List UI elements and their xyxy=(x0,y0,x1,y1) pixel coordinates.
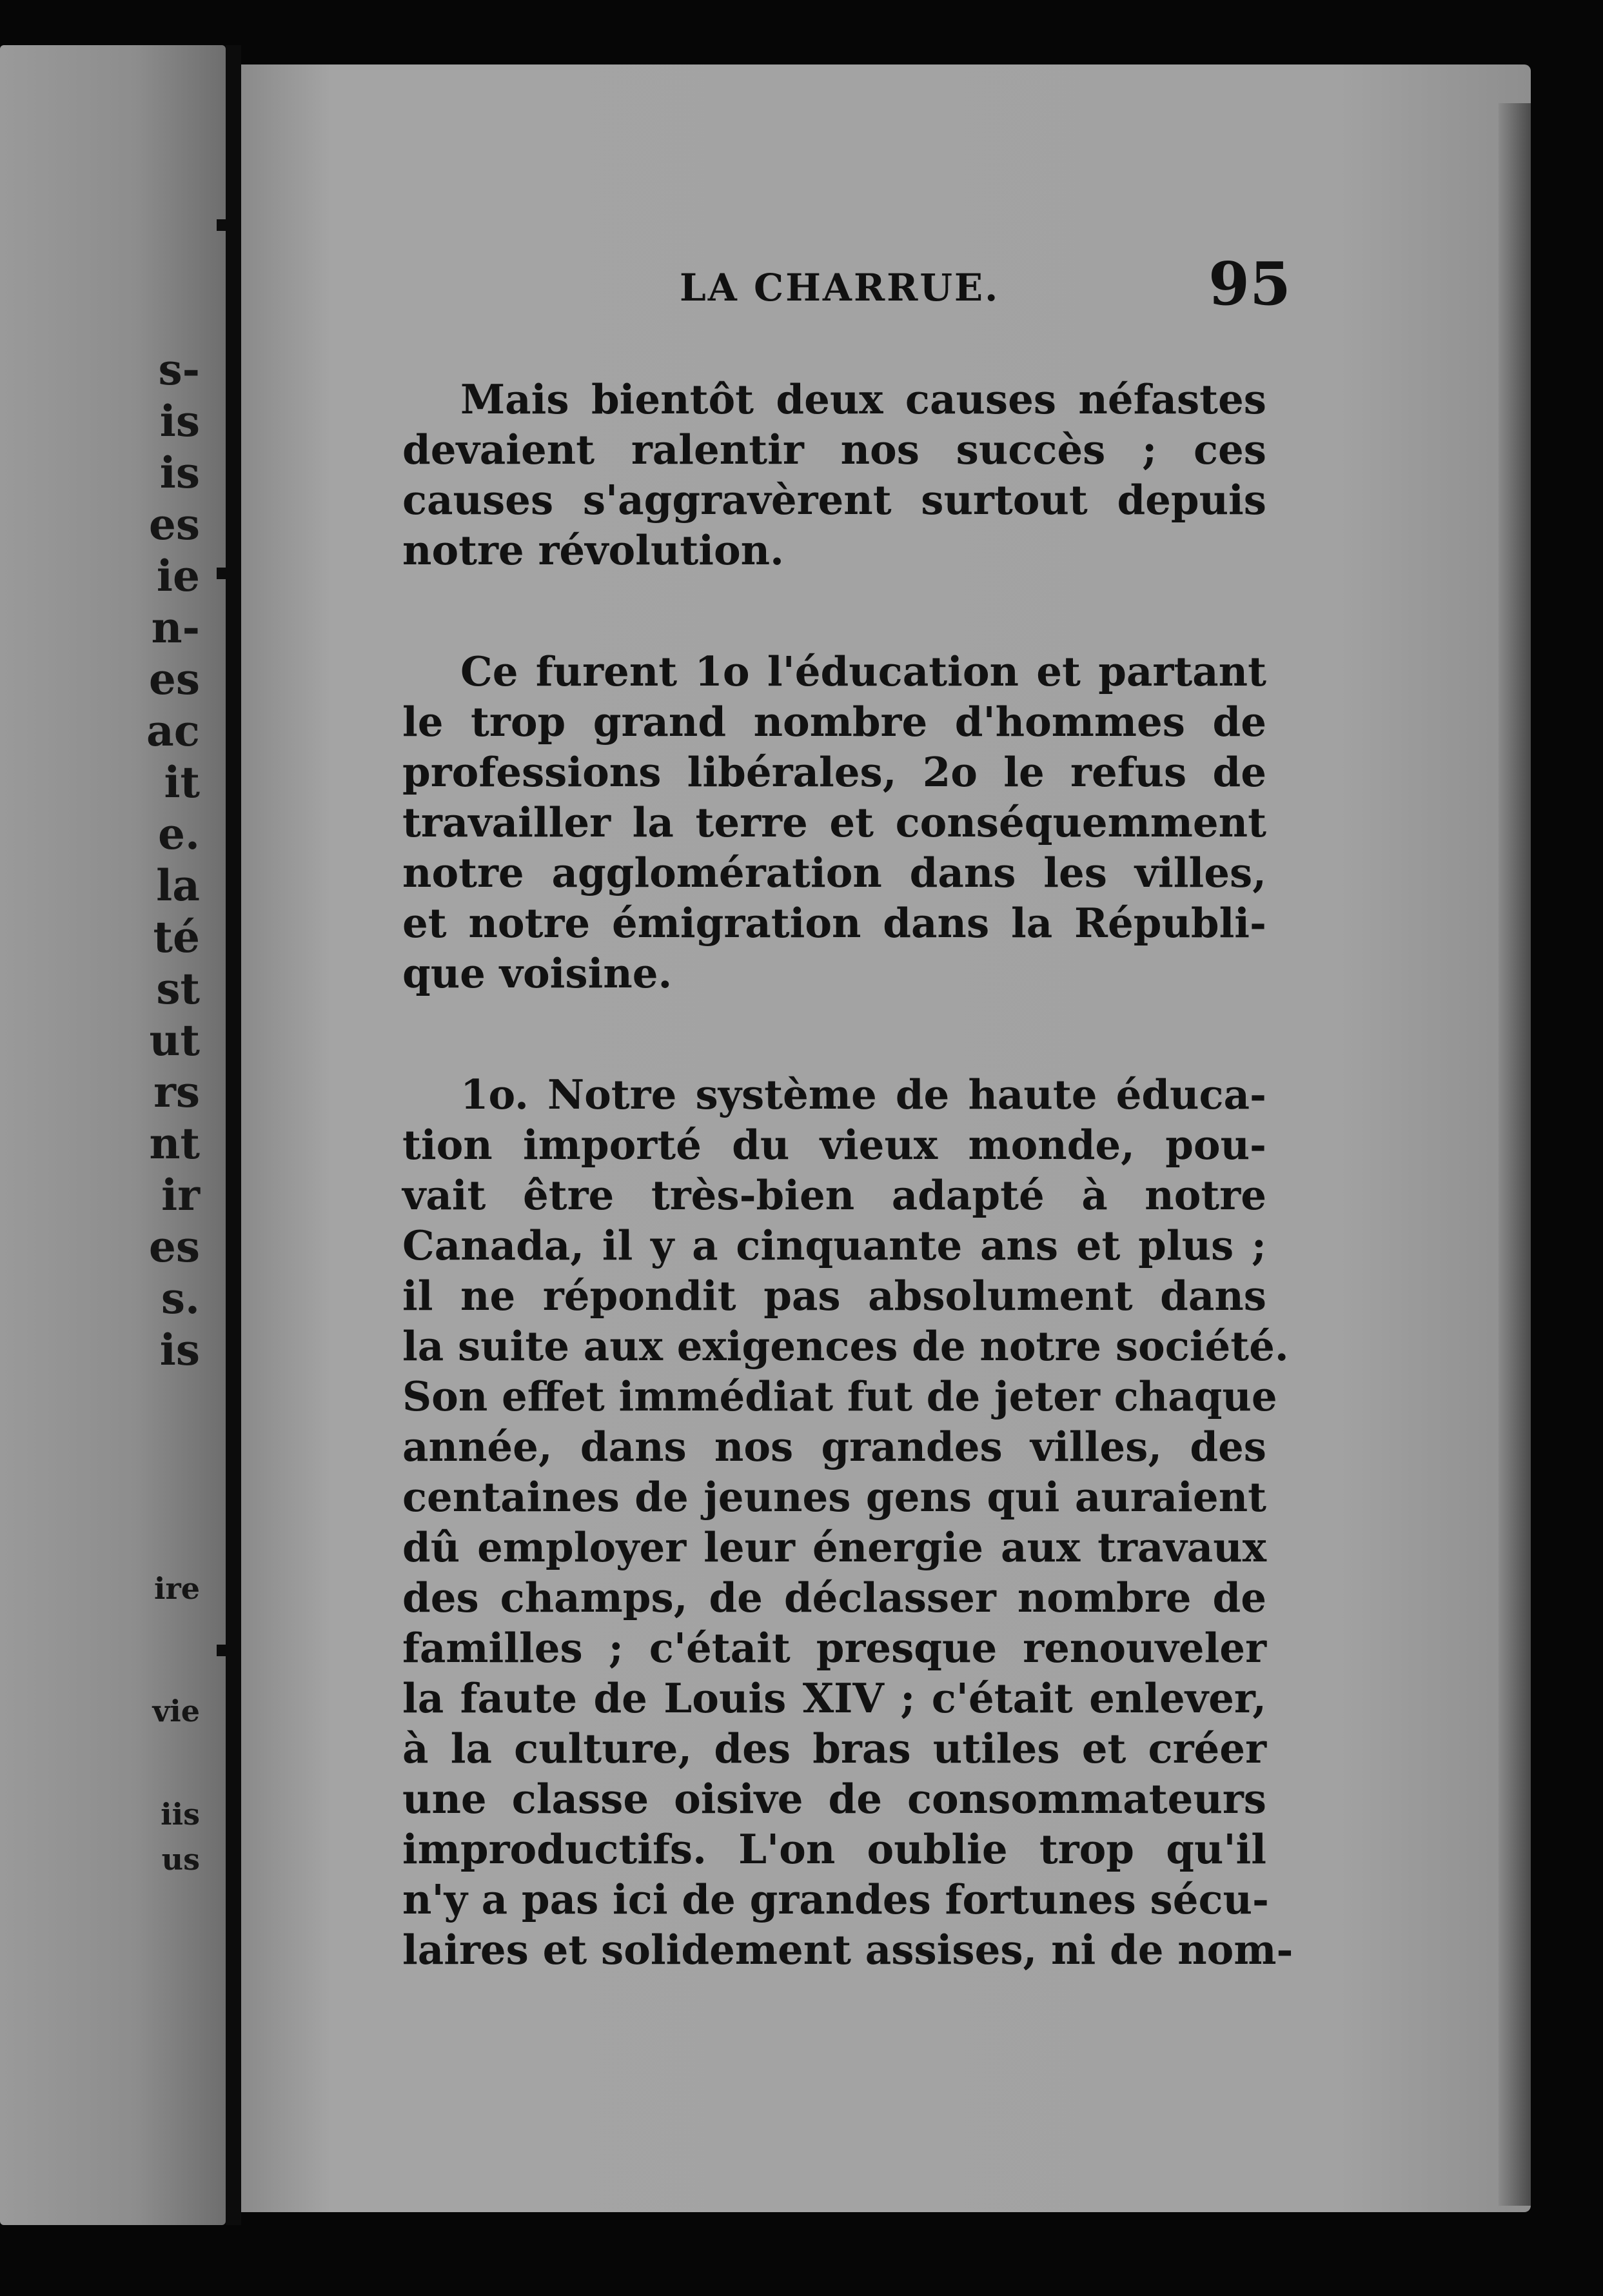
text-line: notre révolution. xyxy=(402,526,784,574)
text-line: causes s'aggravèrent surtout depuis xyxy=(402,476,1266,524)
left-page-fragment: ut xyxy=(149,1015,200,1065)
left-page-fragment: es xyxy=(148,1222,200,1272)
text-line: centaines de jeunes gens qui auraient xyxy=(402,1473,1266,1521)
book-page xyxy=(241,64,1531,2212)
page-number: 95 xyxy=(1208,249,1292,319)
left-page-fragment: nt xyxy=(149,1118,200,1169)
text-line: vait être très-bien adapté à notre xyxy=(402,1171,1266,1219)
left-page-fragment: ie xyxy=(156,551,200,601)
book-binding xyxy=(226,45,241,2225)
left-page-fragment: iis xyxy=(161,1797,200,1832)
left-page-fragment: té xyxy=(153,912,200,962)
left-page-fragment: st xyxy=(156,964,200,1014)
left-page-fragment: is xyxy=(159,448,200,498)
text-line: tion importé du vieux monde, pou- xyxy=(402,1121,1266,1169)
page-edge-shadow xyxy=(1499,103,1531,2206)
text-line: et notre émigration dans la Républi- xyxy=(402,899,1266,947)
text-line: année, dans nos grandes villes, des xyxy=(402,1423,1266,1470)
left-page-fragment: is xyxy=(159,1325,200,1375)
text-line: à la culture, des bras utiles et créer xyxy=(402,1725,1266,1772)
page-body xyxy=(402,374,1293,2046)
text-line: laires et solidement assises, ni de nom- xyxy=(402,1926,1293,1974)
text-line: il ne répondit pas absolument dans xyxy=(402,1272,1266,1320)
left-page-fragment: us xyxy=(161,1842,200,1877)
text-line: notre agglomération dans les villes, xyxy=(402,849,1266,896)
text-line: Ce furent 1o l'éducation et partant xyxy=(460,648,1266,695)
left-page-fragment: vie xyxy=(152,1694,200,1728)
left-page-fragment: ire xyxy=(154,1571,200,1606)
left-page-fragment: ir xyxy=(161,1170,200,1220)
paragraph xyxy=(402,1069,1293,1975)
paragraph xyxy=(402,374,1266,575)
text-line: la faute de Louis XIV ; c'était enlever, xyxy=(402,1674,1266,1722)
text-line: que voisine. xyxy=(402,949,673,997)
left-page-fragment: e. xyxy=(158,809,200,859)
text-line: le trop grand nombre d'hommes de xyxy=(402,698,1266,746)
text-line: Canada, il y a cinquante ans et plus ; xyxy=(402,1222,1266,1269)
text-line: une classe oisive de consommateurs xyxy=(402,1775,1266,1823)
running-title: LA CHARRUE. xyxy=(680,266,1000,310)
text-line: des champs, de déclasser nombre de xyxy=(402,1574,1266,1621)
text-line: la suite aux exigences de notre société. xyxy=(402,1322,1289,1370)
paragraph xyxy=(402,646,1266,998)
left-page-fragment: ac xyxy=(146,706,200,756)
left-page-fragment: rs xyxy=(153,1067,200,1117)
text-line: Son effet immédiat fut de jeter chaque xyxy=(402,1372,1277,1420)
previous-page xyxy=(0,45,226,2225)
text-line: improductifs. L'on oublie trop qu'il xyxy=(402,1825,1266,1873)
left-page-fragment: s. xyxy=(161,1273,200,1323)
left-page-fragment: es xyxy=(148,654,200,704)
left-page-fragment: is xyxy=(159,396,200,446)
left-page-fragment: n- xyxy=(151,602,200,653)
text-line: familles ; c'était presque renouveler xyxy=(402,1624,1266,1672)
text-line: 1o. Notre système de haute éduca- xyxy=(460,1071,1266,1118)
text-line: Mais bientôt deux causes néfastes xyxy=(460,375,1266,423)
text-line: dû employer leur énergie aux travaux xyxy=(402,1523,1266,1571)
text-line: devaient ralentir nos succès ; ces xyxy=(402,426,1266,473)
left-page-fragment: la xyxy=(156,860,200,911)
left-page-fragment: es xyxy=(148,499,200,549)
text-line: travailler la terre et conséquemment xyxy=(402,798,1266,846)
text-line: n'y a pas ici de grandes fortunes sécu- xyxy=(402,1875,1269,1923)
running-header xyxy=(241,240,1531,319)
left-page-fragment: it xyxy=(164,757,200,807)
left-page-fragment: s- xyxy=(158,344,200,395)
text-line: professions libérales, 2o le refus de xyxy=(402,748,1266,796)
